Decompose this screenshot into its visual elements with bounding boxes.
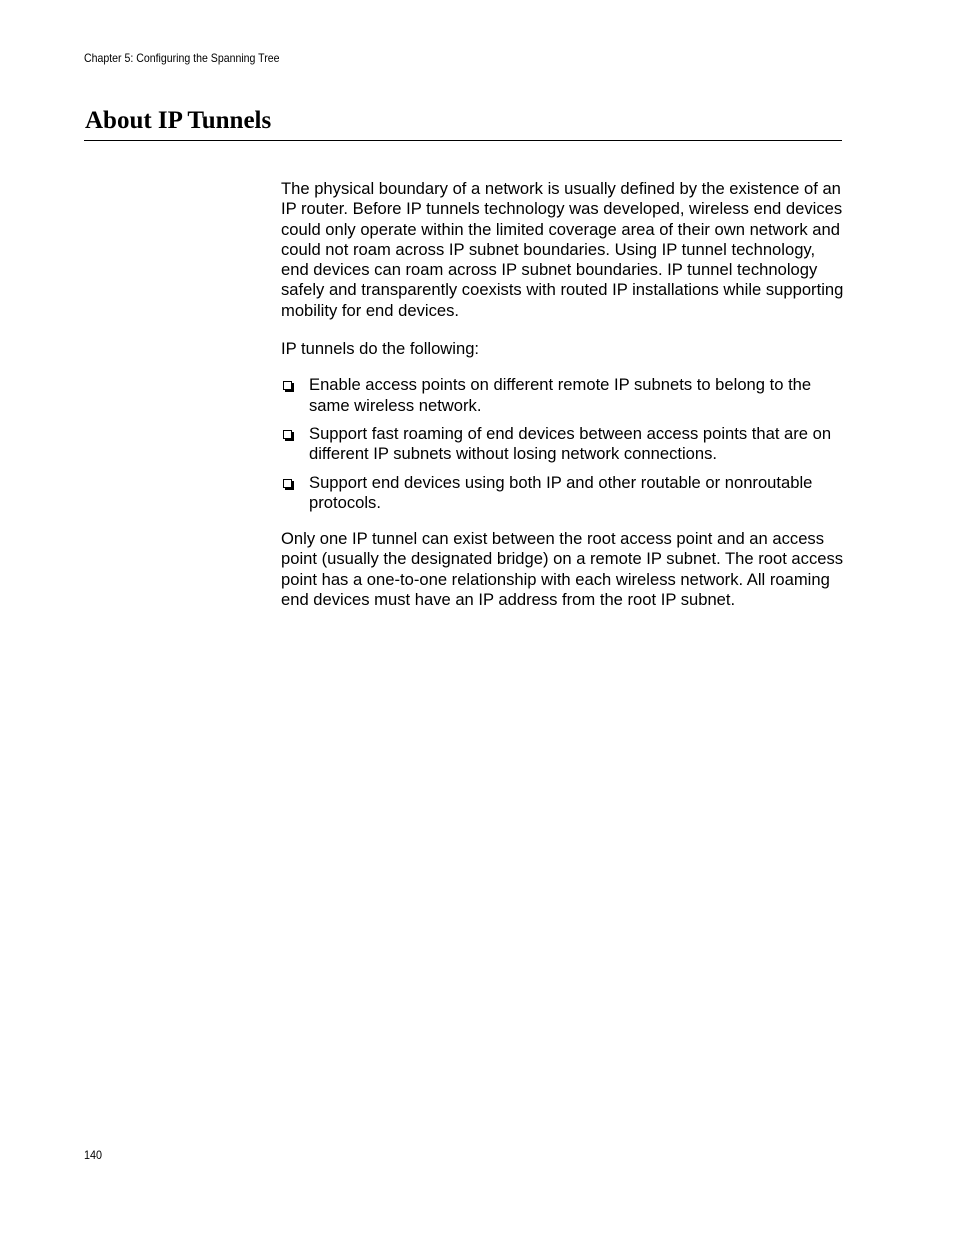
body-column	[281, 179, 846, 610]
paragraph-closing: Only one IP tunnel can exist between the root access point and an access point (usually the designated bridge) on a remote IP subnet. The root access point has a one-to-one relationship with each wireless network. All roaming end devices must have an IP address from the root IP subnet.	[281, 529, 844, 610]
checkbox-bullet-icon	[283, 430, 292, 439]
running-header: Chapter 5: Configuring the Spanning Tree	[84, 51, 280, 65]
paragraph-intro: The physical boundary of a network is usually defined by the existence of an IP router. Before IP tunnels technology was developed, wireless end devices could only operate within the limited coverage area of their own network and could not roam across IP subnet boundaries. Using IP tunnel technology, end devices can roam across IP subnet boundaries. IP tunnel technology safely and transparently coexists with routed IP installations while supporting mobility for end devices.	[281, 179, 844, 320]
list-item-text: Enable access points on different remote IP subnets to belong to the same wireless network.	[309, 375, 812, 415]
page-number: 140	[84, 1148, 103, 1162]
list-lead-in: IP tunnels do the following:	[281, 339, 480, 359]
section-title: About IP Tunnels	[85, 107, 272, 134]
bullet-list	[281, 375, 846, 513]
list-item-text: Support end devices using both IP and other routable or nonroutable protocols.	[309, 472, 813, 512]
list-item-text: Support fast roaming of end devices between access points that are on different IP subnets without losing network connections.	[309, 423, 832, 464]
list-item	[281, 375, 846, 416]
list-item	[281, 473, 846, 514]
list-item	[281, 424, 846, 465]
checkbox-bullet-icon	[283, 479, 292, 488]
title-rule	[84, 140, 842, 141]
checkbox-bullet-icon	[283, 381, 292, 390]
